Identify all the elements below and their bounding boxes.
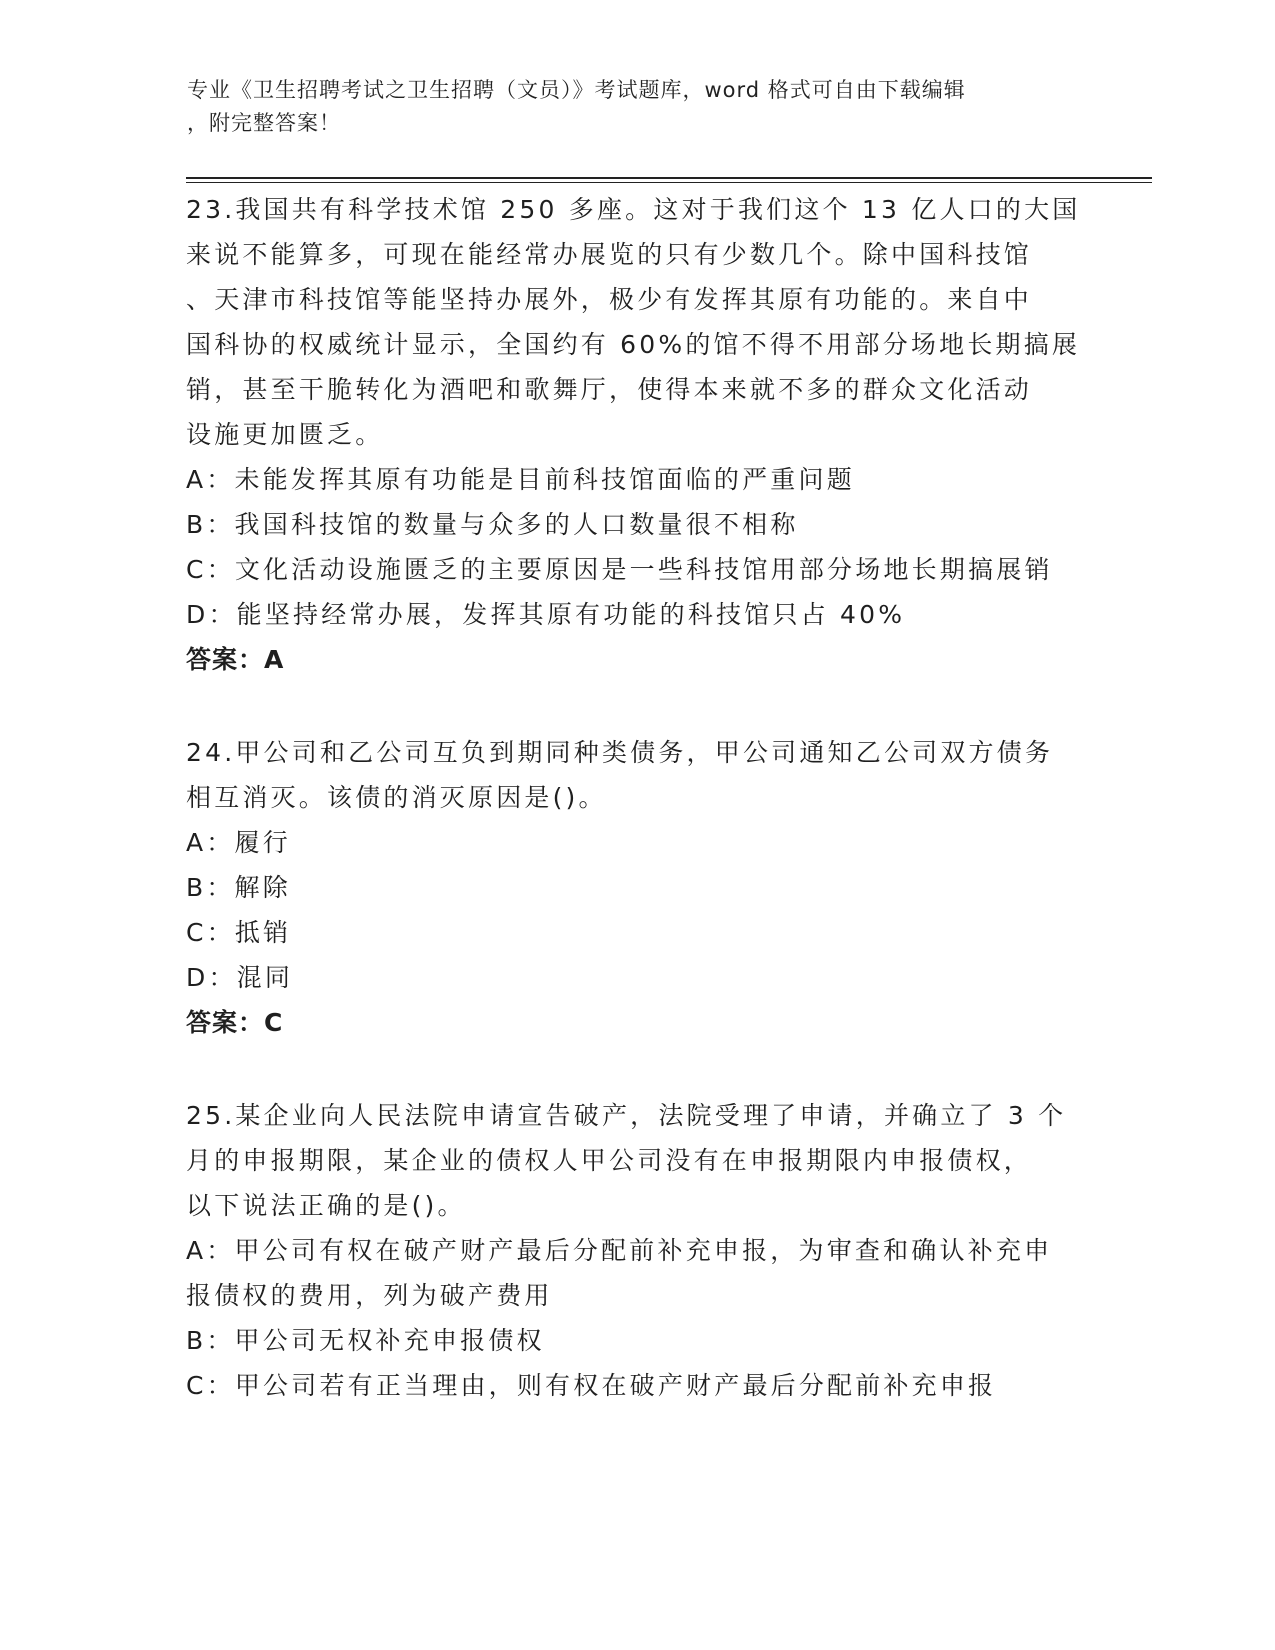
header-divider — [186, 177, 1152, 179]
stem-line: 24.甲公司和乙公司互负到期同种类债务，甲公司通知乙公司双方债务 — [186, 738, 1054, 767]
stem-line: 相互消灭。该债的消灭原因是()。 — [186, 783, 607, 812]
option-a: A：未能发挥其原有功能是目前科技馆面临的严重问题 — [186, 465, 855, 494]
stem-line: 、天津市科技馆等能坚持办展外，极少有发挥其原有功能的。来自中 — [186, 285, 1033, 314]
option-b: B：解除 — [186, 873, 291, 902]
header-line: ，附完整答案！ — [187, 111, 341, 135]
option-c: C：甲公司若有正当理由，则有权在破产财产最后分配前补充申报 — [186, 1371, 997, 1400]
stem-line: 设施更加匮乏。 — [186, 420, 384, 449]
question-stem — [186, 187, 1086, 457]
stem-line: 23.我国共有科学技术馆 250 多座。这对于我们这个 13 亿人口的大国 — [186, 195, 1081, 224]
option-d: D：能坚持经常办展，发挥其原有功能的科技馆只占 40% — [186, 600, 906, 629]
option-c: C：文化活动设施匮乏的主要原因是一些科技馆用部分场地长期搞展销 — [186, 555, 1053, 584]
header-divider — [186, 182, 1152, 183]
question-23 — [186, 187, 1086, 682]
stem-line: 国科协的权威统计显示，全国约有 60%的馆不得不用部分场地长期搞展 — [186, 330, 1081, 359]
question-list — [186, 187, 1086, 1408]
question-24 — [186, 730, 1086, 1045]
stem-line: 以下说法正确的是()。 — [186, 1191, 466, 1220]
question-25 — [186, 1093, 1086, 1408]
option-c: C：抵销 — [186, 918, 292, 947]
header-line: 专业《卫生招聘考试之卫生招聘（文员）》考试题库，word 格式可自由下载编辑 — [187, 78, 966, 102]
stem-line: 月的申报期限，某企业的债权人甲公司没有在申报期限内申报债权， — [186, 1146, 1033, 1175]
stem-line: 销，甚至干脆转化为酒吧和歌舞厅，使得本来就不多的群众文化活动 — [186, 375, 1033, 404]
option-a: A：甲公司有权在破产财产最后分配前补充申报，为审查和确认补充申 — [186, 1236, 1053, 1265]
answer-label: 答案：C — [186, 1008, 284, 1037]
question-stem — [186, 730, 1086, 820]
document-header — [187, 74, 1087, 140]
option-a-continued: 报债权的费用，列为破产费用 — [186, 1281, 553, 1310]
option-b: B：我国科技馆的数量与众多的人口数量很不相称 — [186, 510, 799, 539]
answer-label: 答案：A — [186, 645, 285, 674]
option-d: D：混同 — [186, 963, 294, 992]
question-stem — [186, 1093, 1086, 1228]
option-a: A：履行 — [186, 828, 291, 857]
stem-line: 来说不能算多，可现在能经常办展览的只有少数几个。除中国科技馆 — [186, 240, 1033, 269]
option-b: B：甲公司无权补充申报债权 — [186, 1326, 545, 1355]
stem-line: 25.某企业向人民法院申请宣告破产，法院受理了申请，并确立了 3 个 — [186, 1101, 1067, 1130]
